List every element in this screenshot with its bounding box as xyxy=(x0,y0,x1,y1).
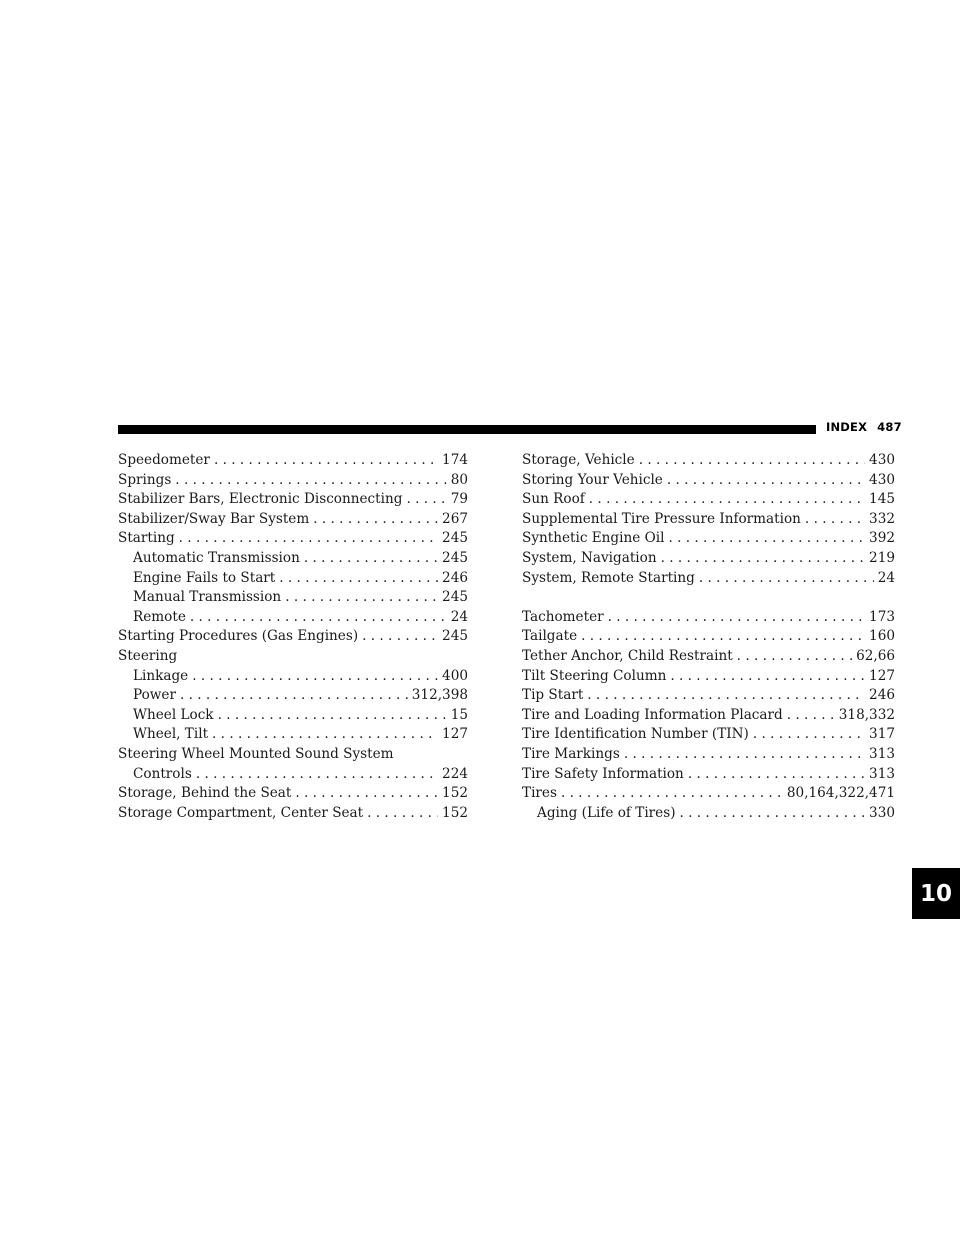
index-entry-label: Storage Compartment, Center Seat xyxy=(118,804,364,821)
index-entry-label: Sun Roof xyxy=(522,491,585,508)
index-entry-page: 174 xyxy=(442,452,468,468)
index-entry-label: Steering xyxy=(118,647,178,664)
index-entry-label: Tip Start xyxy=(522,687,584,704)
index-entry-label: Storing Your Vehicle xyxy=(522,471,663,488)
index-entry-label: Linkage xyxy=(133,667,189,684)
index-subentry xyxy=(118,765,468,785)
index-entry xyxy=(118,745,468,765)
index-entry xyxy=(522,745,895,765)
index-entry-page: 312,398 xyxy=(411,687,468,704)
dot-leader xyxy=(179,529,438,549)
index-entry-page: 219 xyxy=(869,549,895,566)
index-entry-label: Tire Markings xyxy=(522,745,620,762)
index-subentry xyxy=(118,569,468,589)
index-entry-page: 430 xyxy=(869,471,895,488)
dot-leader xyxy=(581,627,865,647)
dot-leader xyxy=(587,686,865,706)
dot-leader xyxy=(680,804,866,824)
index-entry-page: 267 xyxy=(442,510,468,527)
dot-leader xyxy=(218,706,447,726)
index-subentry xyxy=(522,804,895,824)
index-subentry xyxy=(118,588,468,608)
index-entry-page: 152 xyxy=(442,804,468,821)
index-entry-label: Storage, Vehicle xyxy=(522,452,635,468)
index-entry-label: Wheel Lock xyxy=(133,706,214,723)
dot-leader xyxy=(180,686,408,706)
index-entry-label: Tires xyxy=(522,785,557,802)
dot-leader xyxy=(313,510,438,530)
index-entry-label: Steering Wheel Mounted Sound System xyxy=(118,745,394,762)
dot-leader xyxy=(688,765,865,785)
index-subentry xyxy=(118,706,468,726)
dot-leader xyxy=(699,569,874,589)
index-entry-page: 245 xyxy=(442,589,468,606)
dot-leader xyxy=(214,451,438,471)
index-entry-page: 400 xyxy=(442,667,468,684)
dot-leader xyxy=(661,549,865,569)
index-entry-label: Tether Anchor, Child Restraint xyxy=(522,647,733,664)
index-entry-page: 224 xyxy=(442,765,468,782)
index-entry-page: 332 xyxy=(869,510,895,527)
index-entry-label: Engine Fails to Start xyxy=(133,569,276,586)
index-entry xyxy=(522,529,895,549)
index-entry-label: Automatic Transmission xyxy=(133,549,300,566)
dot-leader xyxy=(285,588,438,608)
dot-leader xyxy=(279,569,438,589)
index-entry-label: Storage, Behind the Seat xyxy=(118,785,292,802)
dot-leader xyxy=(805,510,865,530)
index-entry xyxy=(118,471,468,491)
index-entry xyxy=(118,784,468,804)
index-entry-label: Synthetic Engine Oil xyxy=(522,530,665,547)
index-entry xyxy=(522,765,895,785)
dot-leader xyxy=(667,471,865,491)
index-entry-label: Springs xyxy=(118,471,172,488)
page-number: 487 xyxy=(877,420,902,434)
dot-leader xyxy=(670,667,865,687)
index-entry-label: Aging (Life of Tires) xyxy=(537,804,676,821)
index-entry-page: 62,66 xyxy=(856,647,895,664)
index-entry-page: 173 xyxy=(869,608,895,625)
index-entry-page: 313 xyxy=(869,745,895,762)
index-entry xyxy=(522,647,895,667)
index-entry-label: Power xyxy=(133,687,176,704)
dot-leader xyxy=(787,706,835,726)
index-entry-page: 392 xyxy=(869,530,895,547)
dot-leader xyxy=(362,627,438,647)
index-column-right xyxy=(522,451,895,823)
index-entry-label: Tailgate xyxy=(522,628,578,645)
index-entry-label: Tire Identification Number (TIN) xyxy=(522,726,749,743)
index-entry xyxy=(522,490,895,510)
index-entry-label: Tire Safety Information xyxy=(522,765,684,782)
index-entry-label: Stabilizer Bars, Electronic Disconnecting xyxy=(118,491,403,508)
index-entry-label: Tire and Loading Information Placard xyxy=(522,706,783,723)
dot-leader xyxy=(367,804,438,824)
index-entry-label: Starting Procedures (Gas Engines) xyxy=(118,628,359,645)
index-entry-page: 152 xyxy=(442,785,468,802)
dot-leader xyxy=(295,784,438,804)
index-entry-label: System, Navigation xyxy=(522,549,657,566)
dot-leader xyxy=(561,784,783,804)
index-entry-page: 245 xyxy=(442,530,468,547)
index-entry xyxy=(522,451,895,471)
index-group-gap xyxy=(522,588,895,608)
index-entry-label: Tachometer xyxy=(522,608,604,625)
index-entry-label: Remote xyxy=(133,608,186,625)
index-entry-page: 80,164,322,471 xyxy=(786,785,895,802)
index-entry-page: 313 xyxy=(869,765,895,782)
index-entry-page: 160 xyxy=(869,628,895,645)
index-entry xyxy=(118,451,468,471)
dot-leader xyxy=(212,725,438,745)
section-title: INDEX xyxy=(826,420,868,434)
dot-leader xyxy=(753,725,865,745)
dot-leader xyxy=(624,745,865,765)
index-entry-page: 318,332 xyxy=(838,706,895,723)
index-entry-page: 245 xyxy=(442,628,468,645)
index-entry xyxy=(522,471,895,491)
index-entry-page: 80 xyxy=(450,471,468,488)
dot-leader xyxy=(406,490,446,510)
index-subentry xyxy=(118,549,468,569)
index-entry-label: Manual Transmission xyxy=(133,589,282,606)
index-entry-page: 127 xyxy=(869,667,895,684)
index-entry-label: Controls xyxy=(133,765,192,782)
chapter-tab: 10 xyxy=(912,868,960,919)
dot-leader xyxy=(190,608,447,628)
index-entry-page: 127 xyxy=(442,726,468,743)
index-column-left xyxy=(118,451,468,823)
index-entry xyxy=(118,627,468,647)
index-entry-page: 246 xyxy=(869,687,895,704)
index-entry xyxy=(118,647,468,667)
index-entry-label: Speedometer xyxy=(118,452,210,468)
index-entry-page: 24 xyxy=(877,569,895,586)
index-entry xyxy=(522,549,895,569)
dot-leader xyxy=(192,667,438,687)
dot-leader xyxy=(668,529,865,549)
index-entry xyxy=(118,529,468,549)
index-entry xyxy=(522,608,895,628)
index-subentry xyxy=(118,686,468,706)
index-entry-page: 430 xyxy=(869,452,895,468)
index-subentry xyxy=(118,608,468,628)
index-subentry xyxy=(118,725,468,745)
header-rule xyxy=(118,425,816,434)
index-entry-page: 79 xyxy=(450,491,468,508)
index-entry-page: 24 xyxy=(450,608,468,625)
index-subentry xyxy=(118,667,468,687)
dot-leader xyxy=(304,549,438,569)
index-entry-page: 246 xyxy=(442,569,468,586)
running-header xyxy=(826,420,902,434)
dot-leader xyxy=(737,647,852,667)
index-entry-label: Starting xyxy=(118,530,175,547)
index-entry xyxy=(522,686,895,706)
index-entry xyxy=(522,706,895,726)
dot-leader xyxy=(608,608,865,628)
index-entry xyxy=(522,510,895,530)
index-entry-label: Tilt Steering Column xyxy=(522,667,667,684)
index-entry xyxy=(522,569,895,589)
index-entry-page: 317 xyxy=(869,726,895,743)
index-entry-label: System, Remote Starting xyxy=(522,569,695,586)
dot-leader xyxy=(196,765,438,785)
index-entry-label: Wheel, Tilt xyxy=(133,726,209,743)
index-entry-page: 145 xyxy=(869,491,895,508)
index-entry xyxy=(118,804,468,824)
index-entry xyxy=(118,510,468,530)
index-entry xyxy=(522,784,895,804)
index-entry-page: 15 xyxy=(450,706,468,723)
index-entry xyxy=(118,490,468,510)
index-entry-label: Stabilizer/Sway Bar System xyxy=(118,510,310,527)
index-entry xyxy=(522,627,895,647)
dot-leader xyxy=(639,451,865,471)
index-entry-page: 245 xyxy=(442,549,468,566)
index-entry-label: Supplemental Tire Pressure Information xyxy=(522,510,801,527)
index-entry-page: 330 xyxy=(869,804,895,821)
index-entry xyxy=(522,725,895,745)
dot-leader xyxy=(175,471,446,491)
dot-leader xyxy=(589,490,865,510)
index-entry xyxy=(522,667,895,687)
